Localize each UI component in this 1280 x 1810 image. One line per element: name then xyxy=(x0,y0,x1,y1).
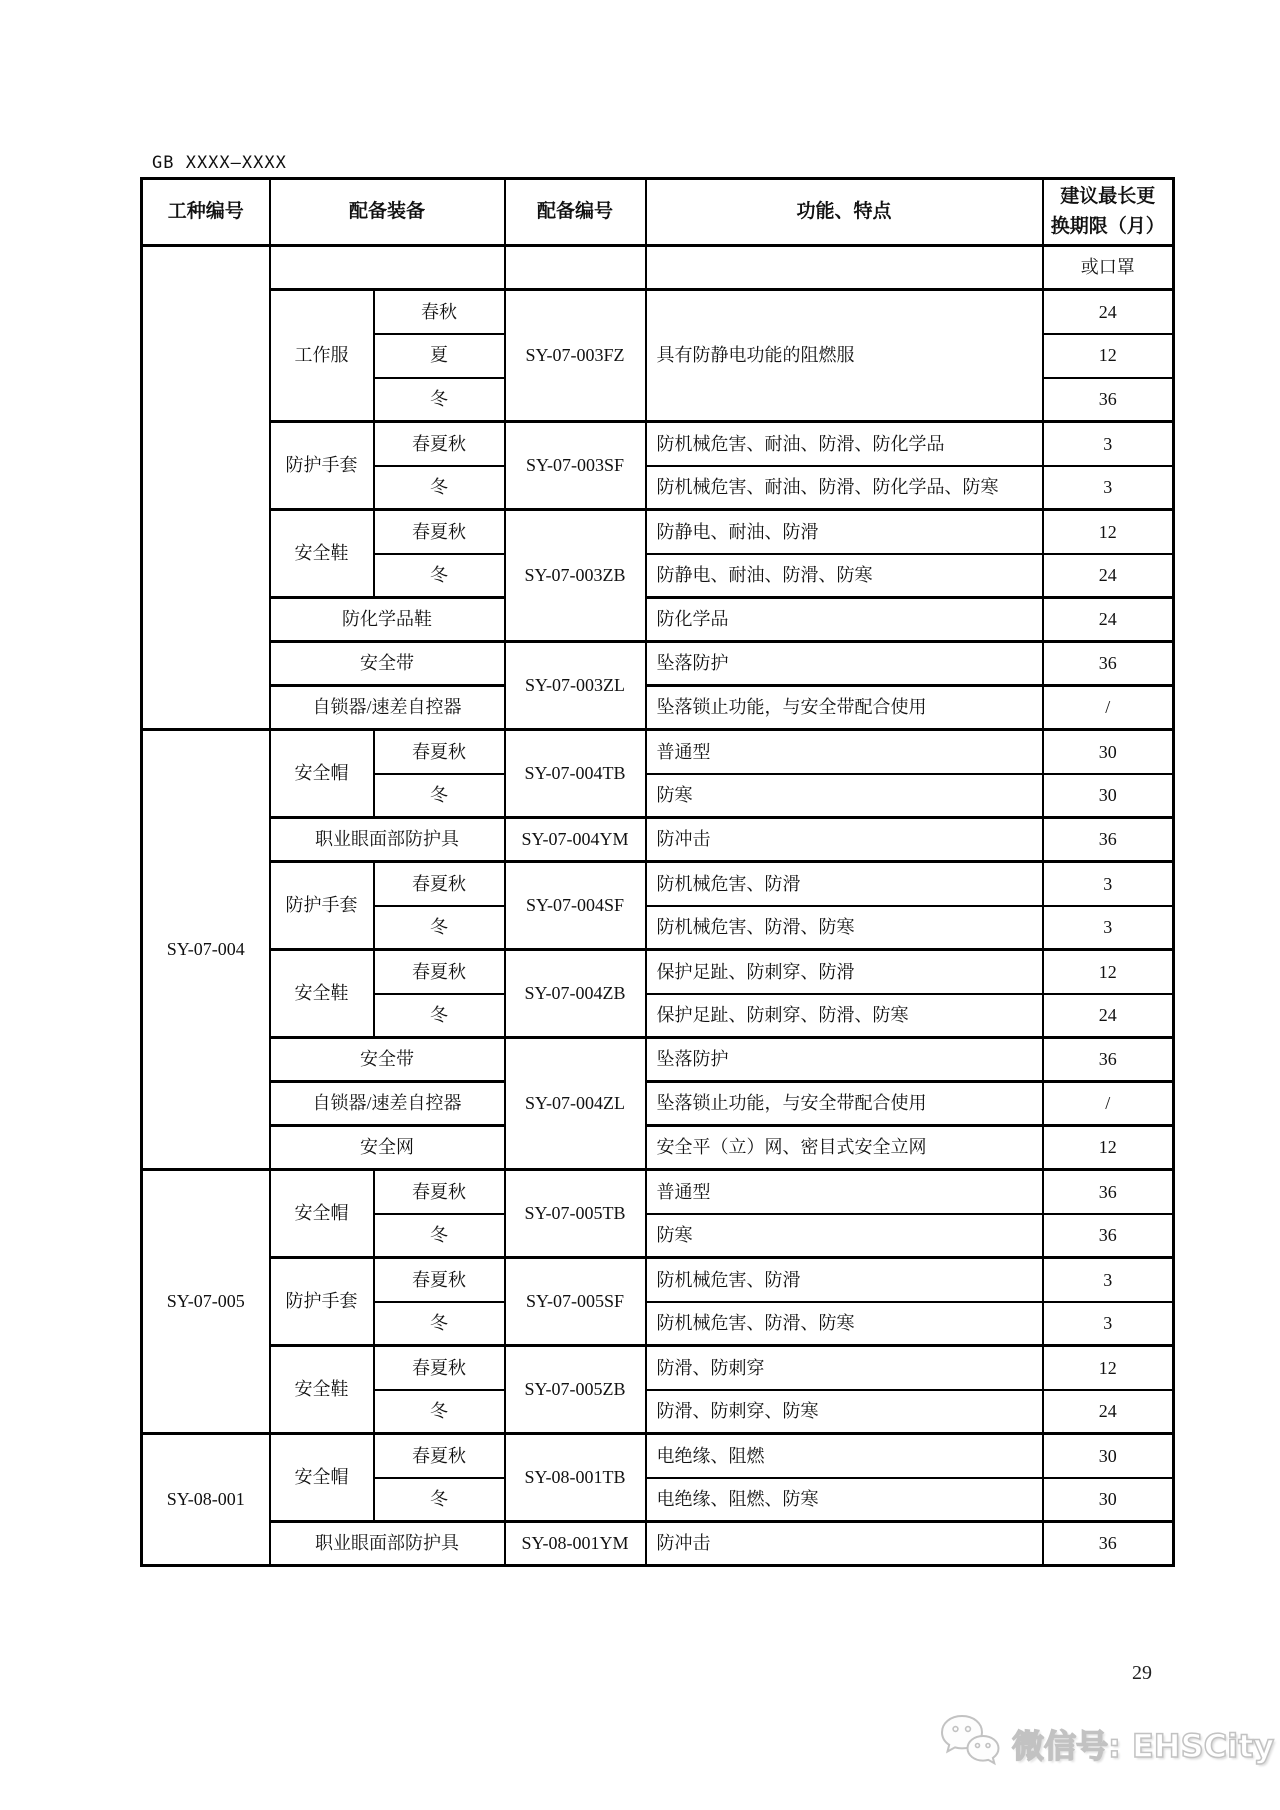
season-cell: 春夏秋 xyxy=(374,1258,505,1302)
season-cell: 冬 xyxy=(374,1390,505,1434)
feature-cell: 防寒 xyxy=(646,1214,1043,1258)
season-cell: 夏 xyxy=(374,334,505,378)
equipment-cell: 防护手套 xyxy=(270,422,374,510)
feature-cell: 普通型 xyxy=(646,730,1043,774)
header-row xyxy=(142,179,1174,246)
job-code-cell: SY-07-005 xyxy=(142,1170,270,1434)
page-number: 29 xyxy=(1132,1662,1152,1684)
season-cell: 春夏秋 xyxy=(374,1346,505,1390)
period-cell: 3 xyxy=(1043,862,1174,906)
feature-cell: 防机械危害、防滑、防寒 xyxy=(646,906,1043,950)
season-cell: 春夏秋 xyxy=(374,730,505,774)
feature-cell: 坠落锁止功能，与安全带配合使用 xyxy=(646,686,1043,730)
period-cell: 30 xyxy=(1043,1434,1174,1478)
feature-cell: 坠落防护 xyxy=(646,1038,1043,1082)
document-code: GB XXXX—XXXX xyxy=(152,153,287,173)
season-cell: 冬 xyxy=(374,1214,505,1258)
header-job-code: 工种编号 xyxy=(142,179,270,246)
header-equip-code: 配备编号 xyxy=(505,179,646,246)
feature-cell: 防冲击 xyxy=(646,818,1043,862)
season-cell: 春夏秋 xyxy=(374,950,505,994)
feature-cell: 防冲击 xyxy=(646,1522,1043,1566)
feature-cell: 防化学品 xyxy=(646,598,1043,642)
period-cell: 24 xyxy=(1043,554,1174,598)
header-period-line2: 换期限（月） xyxy=(1050,216,1165,237)
equip-code-cell: SY-07-004TB xyxy=(505,730,646,818)
feature-cell: 坠落防护 xyxy=(646,642,1043,686)
table-row xyxy=(142,598,1174,642)
job-code-cell xyxy=(142,246,270,730)
feature-cell: 具有防静电功能的阻燃服 xyxy=(646,290,1043,422)
table-row xyxy=(142,1038,1174,1082)
season-cell: 春秋 xyxy=(374,290,505,334)
equipment-cell: 工作服 xyxy=(270,290,374,422)
table-row xyxy=(142,642,1174,686)
equip-code-cell: SY-07-003FZ xyxy=(505,290,646,422)
equipment-cell: 安全网 xyxy=(270,1126,505,1170)
table-row xyxy=(142,1258,1174,1302)
table-row xyxy=(142,1170,1174,1214)
feature-cell: 防静电、耐油、防滑、防寒 xyxy=(646,554,1043,598)
table-row xyxy=(142,730,1174,774)
period-cell: 12 xyxy=(1043,950,1174,994)
equipment-cell: 职业眼面部防护具 xyxy=(270,818,505,862)
feature-cell xyxy=(646,246,1043,290)
period-cell: 12 xyxy=(1043,1126,1174,1170)
season-cell: 冬 xyxy=(374,1478,505,1522)
table-row xyxy=(142,422,1174,466)
season-cell: 冬 xyxy=(374,1302,505,1346)
equipment-cell: 安全帽 xyxy=(270,730,374,818)
feature-cell: 电绝缘、阻燃、防寒 xyxy=(646,1478,1043,1522)
feature-cell: 防机械危害、防滑 xyxy=(646,862,1043,906)
equipment-cell: 职业眼面部防护具 xyxy=(270,1522,505,1566)
period-cell: 12 xyxy=(1043,334,1174,378)
table-row xyxy=(142,818,1174,862)
period-cell: 36 xyxy=(1043,1170,1174,1214)
feature-cell: 防静电、耐油、防滑 xyxy=(646,510,1043,554)
feature-cell: 保护足趾、防刺穿、防滑 xyxy=(646,950,1043,994)
equip-code-cell: SY-07-004SF xyxy=(505,862,646,950)
feature-cell: 普通型 xyxy=(646,1170,1043,1214)
header-period-line1: 建议最长更 xyxy=(1060,186,1156,207)
equipment-cell: 防护手套 xyxy=(270,1258,374,1346)
feature-cell: 保护足趾、防刺穿、防滑、防寒 xyxy=(646,994,1043,1038)
period-cell: 36 xyxy=(1043,378,1174,422)
period-cell: 24 xyxy=(1043,598,1174,642)
equip-code-cell: SY-07-005ZB xyxy=(505,1346,646,1434)
period-cell: 36 xyxy=(1043,642,1174,686)
equipment-cell: 安全鞋 xyxy=(270,1346,374,1434)
table-row xyxy=(142,246,1174,290)
season-cell: 冬 xyxy=(374,554,505,598)
period-cell: 3 xyxy=(1043,1258,1174,1302)
season-cell: 冬 xyxy=(374,378,505,422)
season-cell: 春夏秋 xyxy=(374,510,505,554)
feature-cell: 坠落锁止功能，与安全带配合使用 xyxy=(646,1082,1043,1126)
equipment-cell: 自锁器/速差自控器 xyxy=(270,1082,505,1126)
table-row xyxy=(142,510,1174,554)
table-row xyxy=(142,1082,1174,1126)
feature-cell: 防机械危害、防滑、防寒 xyxy=(646,1302,1043,1346)
equip-code-cell: SY-08-001TB xyxy=(505,1434,646,1522)
period-cell: 3 xyxy=(1043,906,1174,950)
feature-cell: 防寒 xyxy=(646,774,1043,818)
period-cell: 36 xyxy=(1043,1214,1174,1258)
period-cell: 30 xyxy=(1043,730,1174,774)
period-cell: 12 xyxy=(1043,510,1174,554)
feature-cell: 防机械危害、耐油、防滑、防化学品、防寒 xyxy=(646,466,1043,510)
period-cell: 36 xyxy=(1043,818,1174,862)
period-cell: 3 xyxy=(1043,422,1174,466)
period-cell: 24 xyxy=(1043,994,1174,1038)
equip-code-cell: SY-08-001YM xyxy=(505,1522,646,1566)
equipment-cell: 防化学品鞋 xyxy=(270,598,505,642)
season-cell: 冬 xyxy=(374,466,505,510)
table-row xyxy=(142,950,1174,994)
table-row xyxy=(142,1434,1174,1478)
period-cell: / xyxy=(1043,686,1174,730)
equip-code-cell xyxy=(505,246,646,290)
equipment-cell: 安全帽 xyxy=(270,1170,374,1258)
equip-code-cell: SY-07-003ZL xyxy=(505,642,646,730)
header-features: 功能、特点 xyxy=(646,179,1043,246)
period-cell: 36 xyxy=(1043,1038,1174,1082)
equipment-cell: 安全鞋 xyxy=(270,950,374,1038)
watermark xyxy=(938,1712,1274,1775)
table-row xyxy=(142,1522,1174,1566)
season-cell: 春夏秋 xyxy=(374,1434,505,1478)
table-row xyxy=(142,686,1174,730)
job-code-cell: SY-08-001 xyxy=(142,1434,270,1566)
equip-code-cell: SY-07-003ZB xyxy=(505,510,646,642)
period-cell: 24 xyxy=(1043,1390,1174,1434)
season-cell: 春夏秋 xyxy=(374,1170,505,1214)
period-cell: 24 xyxy=(1043,290,1174,334)
feature-cell: 防机械危害、防滑 xyxy=(646,1258,1043,1302)
season-cell: 冬 xyxy=(374,774,505,818)
equipment-cell: 防护手套 xyxy=(270,862,374,950)
equipment-cell xyxy=(270,246,505,290)
header-equipment: 配备装备 xyxy=(270,179,505,246)
equip-code-cell: SY-07-004YM xyxy=(505,818,646,862)
ppe-equipment-table xyxy=(140,177,1175,1567)
equip-code-cell: SY-07-003SF xyxy=(505,422,646,510)
equip-code-cell: SY-07-004ZL xyxy=(505,1038,646,1170)
period-cell: / xyxy=(1043,1082,1174,1126)
job-code-cell: SY-07-004 xyxy=(142,730,270,1170)
season-cell: 冬 xyxy=(374,994,505,1038)
equipment-cell: 安全带 xyxy=(270,1038,505,1082)
season-cell: 春夏秋 xyxy=(374,422,505,466)
watermark-label: 微信号: EHSCity xyxy=(1012,1726,1275,1765)
table-row xyxy=(142,1346,1174,1390)
season-cell: 冬 xyxy=(374,906,505,950)
period-cell: 3 xyxy=(1043,1302,1174,1346)
equip-code-cell: SY-07-005SF xyxy=(505,1258,646,1346)
feature-cell: 防滑、防刺穿 xyxy=(646,1346,1043,1390)
period-cell: 36 xyxy=(1043,1522,1174,1566)
feature-cell: 防滑、防刺穿、防寒 xyxy=(646,1390,1043,1434)
table-row xyxy=(142,1126,1174,1170)
feature-cell: 防机械危害、耐油、防滑、防化学品 xyxy=(646,422,1043,466)
equipment-cell: 安全帽 xyxy=(270,1434,374,1522)
equipment-cell: 安全鞋 xyxy=(270,510,374,598)
equipment-cell: 安全带 xyxy=(270,642,505,686)
wechat-icon xyxy=(938,1712,1002,1775)
period-cell: 30 xyxy=(1043,1478,1174,1522)
header-period xyxy=(1043,179,1174,246)
period-cell: 12 xyxy=(1043,1346,1174,1390)
table-row xyxy=(142,862,1174,906)
period-cell: 或口罩 xyxy=(1043,246,1174,290)
feature-cell: 电绝缘、阻燃 xyxy=(646,1434,1043,1478)
table-row xyxy=(142,290,1174,334)
equipment-cell: 自锁器/速差自控器 xyxy=(270,686,505,730)
feature-cell: 安全平（立）网、密目式安全立网 xyxy=(646,1126,1043,1170)
equip-code-cell: SY-07-004ZB xyxy=(505,950,646,1038)
period-cell: 3 xyxy=(1043,466,1174,510)
season-cell: 春夏秋 xyxy=(374,862,505,906)
period-cell: 30 xyxy=(1043,774,1174,818)
equip-code-cell: SY-07-005TB xyxy=(505,1170,646,1258)
